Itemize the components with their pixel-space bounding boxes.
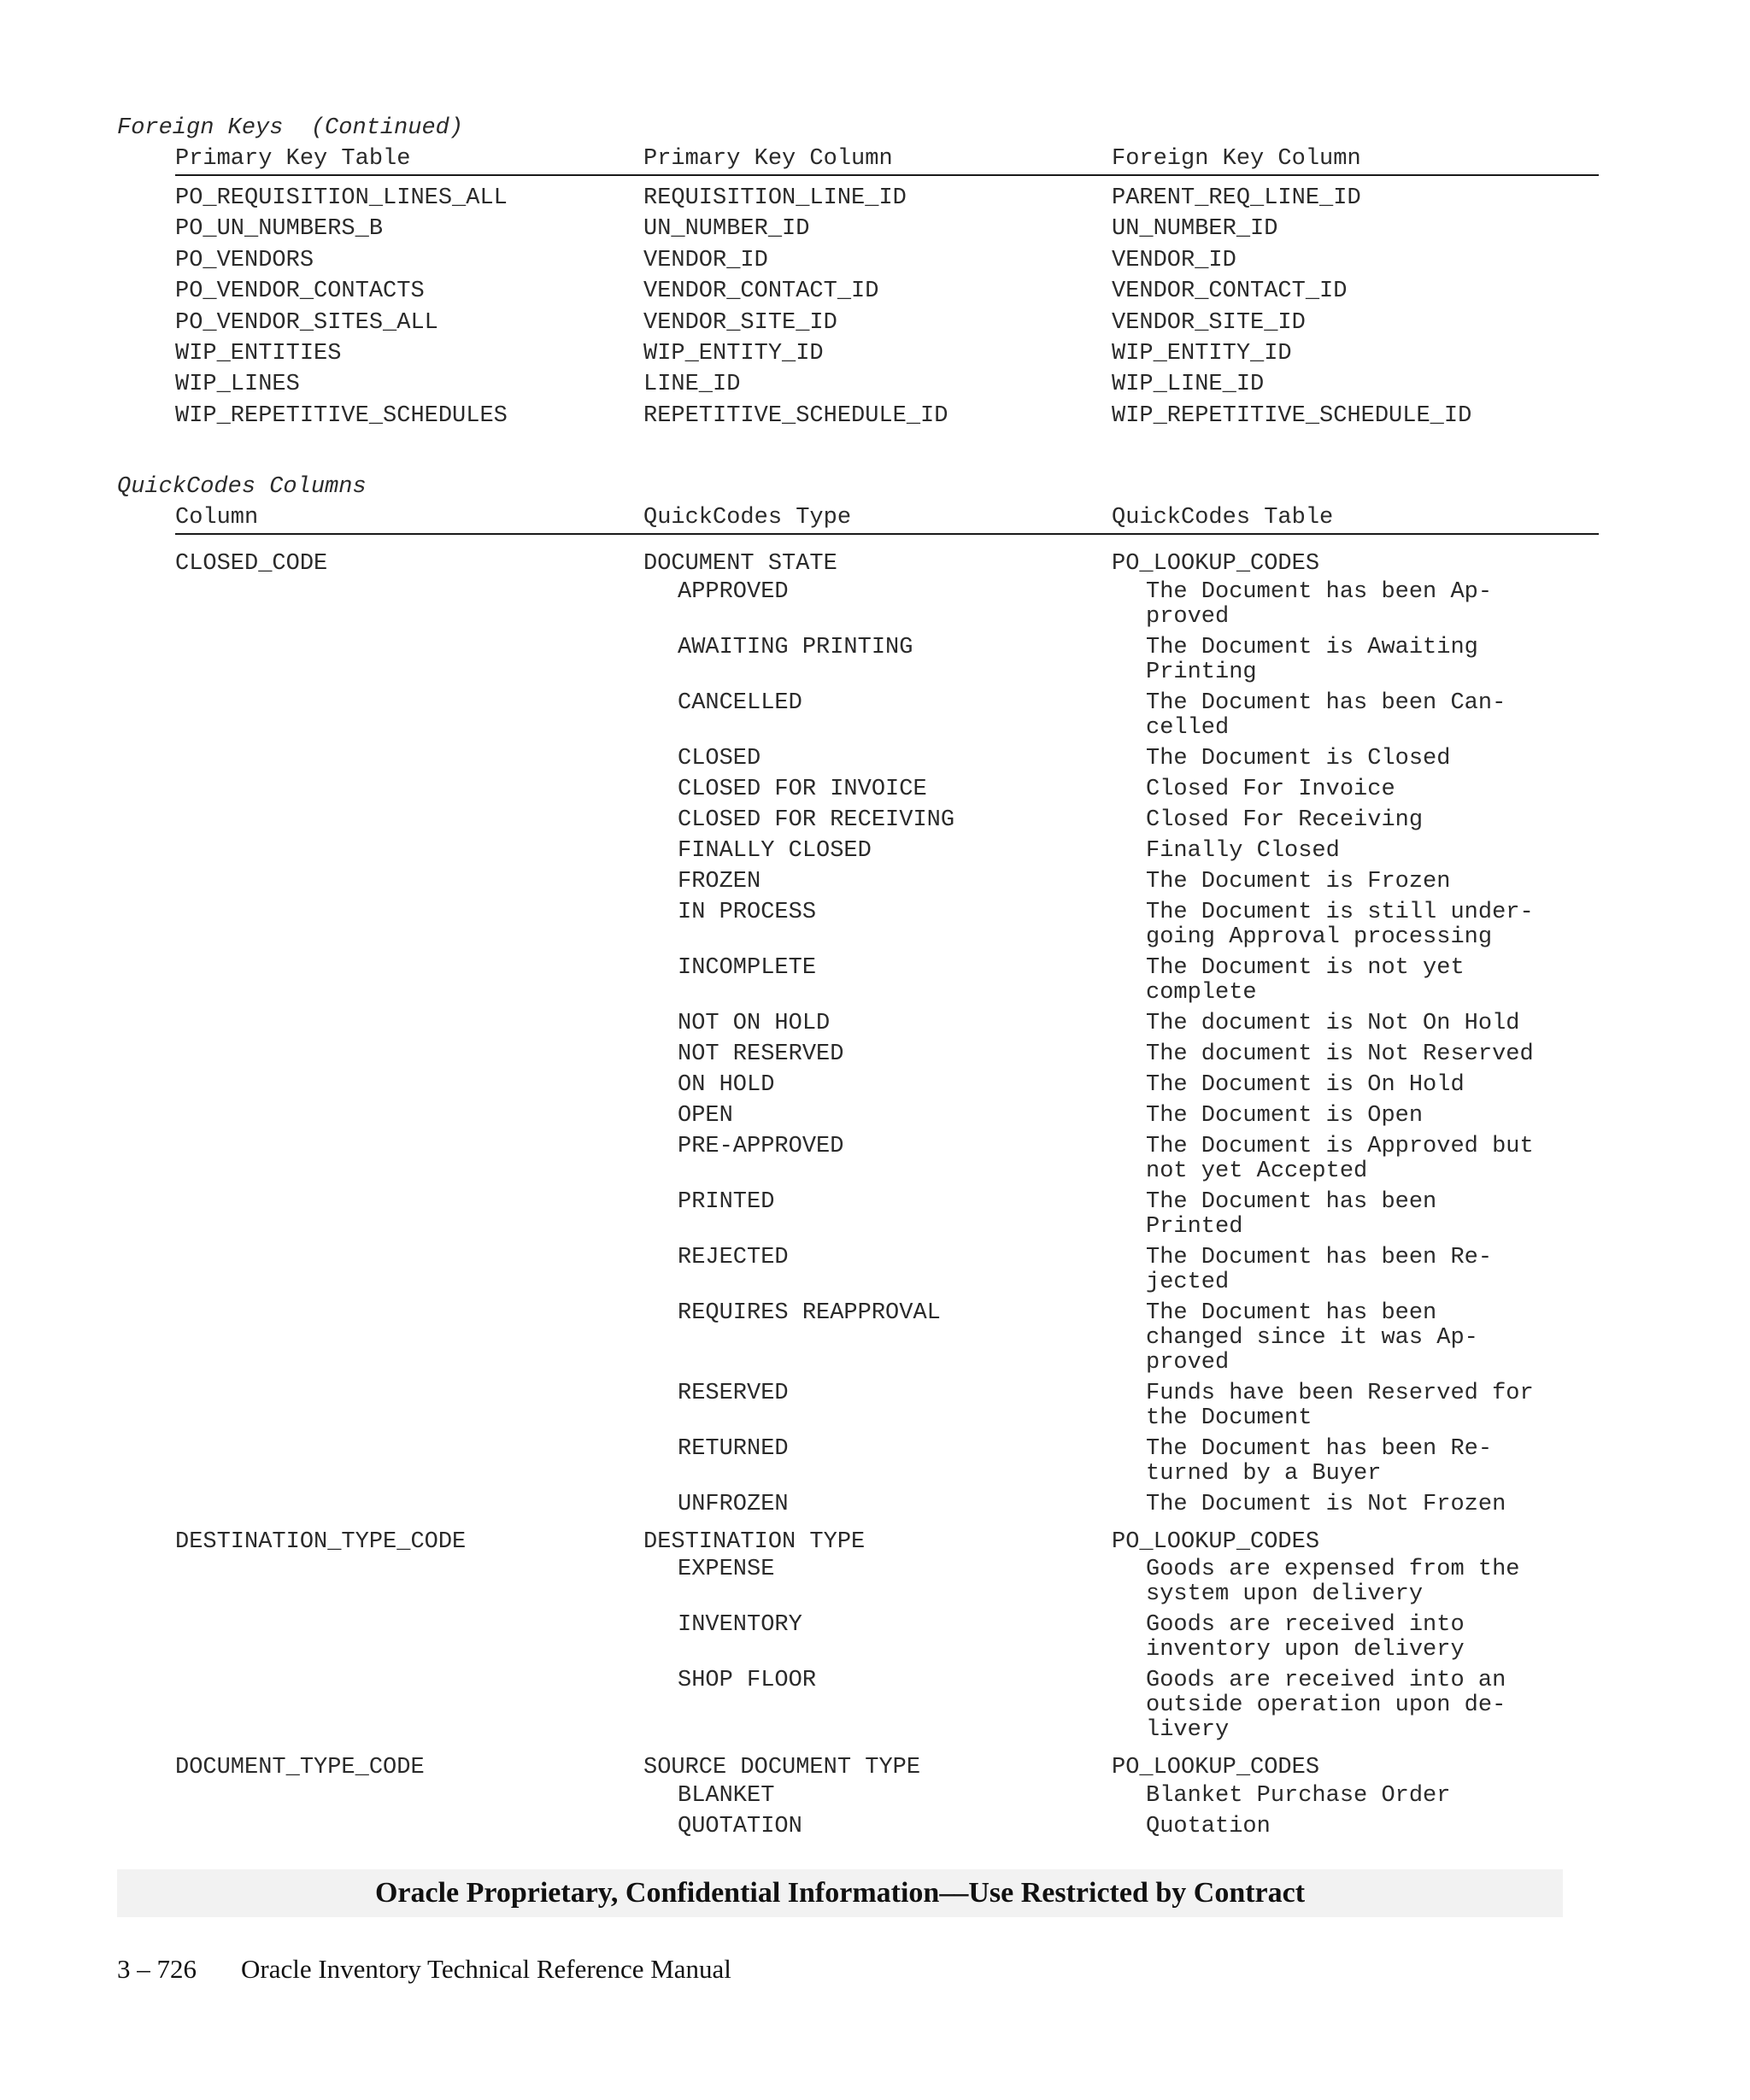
table-cell: UN_NUMBER_ID [1112,216,1278,243]
quickcodes-type: SOURCE DOCUMENT TYPE [643,1755,921,1780]
quickcodes-title: QuickCodes Columns [117,474,367,500]
quickcode-value: INVENTORY [678,1612,802,1638]
table-cell: REPETITIVE_SCHEDULE_ID [643,402,948,429]
quickcode-value: BLANKET [678,1782,775,1809]
table-cell: PO_VENDOR_SITES_ALL [175,309,438,336]
quickcode-meaning: The Document is Not Frozen [1146,1491,1506,1517]
page-footer [117,1954,731,1985]
quickcode-value: NOT ON HOLD [678,1010,831,1036]
quickcode-value: FROZEN [678,868,761,895]
table-row [175,276,1599,307]
table-row [175,369,1599,400]
quickcode-value: INCOMPLETE [678,954,817,981]
quickcode-meaning: The Document has been changed since it was Ap- proved [1146,1299,1478,1376]
table-cell: WIP_REPETITIVE_SCHEDULES [175,402,508,429]
quickcode-meaning: Closed For Receiving [1146,807,1424,833]
quickcode-value: PRINTED [678,1188,775,1215]
quickcode-value: FINALLY CLOSED [678,837,872,864]
quickcode-meaning: The Document is On Hold [1146,1071,1465,1098]
header-quickcodes-table: QuickCodes Table [1112,505,1334,531]
table-cell: PO_REQUISITION_LINES_ALL [175,185,508,211]
quickcodes-column: DESTINATION_TYPE_CODE [175,1528,467,1555]
quickcodes-group [175,1752,1599,1783]
table-cell: WIP_ENTITIES [175,341,342,367]
quickcode-value: APPROVED [678,578,789,605]
quickcodes-header [175,502,1599,535]
header-primary-key-column: Primary Key Column [643,146,893,172]
table-cell: WIP_LINE_ID [1112,372,1265,398]
header-primary-key-table: Primary Key Table [175,146,411,172]
table-cell: PO_VENDORS [175,247,314,273]
quickcode-meaning: The Document has been Re- jected [1146,1244,1493,1295]
quickcode-value: EXPENSE [678,1557,775,1582]
quickcode-meaning: Finally Closed [1146,837,1340,864]
quickcode-value: CLOSED [678,745,761,771]
foreign-keys-title: Foreign Keys (Continued) [117,115,464,141]
quickcodes-type: DOCUMENT STATE [643,551,837,577]
table-cell: WIP_ENTITY_ID [1112,341,1292,367]
table-cell: WIP_ENTITY_ID [643,341,824,367]
quickcode-meaning: Goods are expensed from the system upon delivery [1146,1557,1520,1607]
quickcode-meaning: The Document has been Printed [1146,1188,1437,1240]
quickcode-meaning: The Document is Frozen [1146,868,1451,895]
table-cell: VENDOR_ID [643,247,768,273]
quickcode-meaning: The Document is Awaiting Printing [1146,634,1478,685]
quickcode-meaning: Goods are received into an outside operation upon de- livery [1146,1668,1506,1743]
header-foreign-key-column: Foreign Key Column [1112,146,1361,172]
quickcode-meaning: The document is Not On Hold [1146,1010,1520,1036]
table-cell: PO_UN_NUMBERS_B [175,216,384,243]
foreign-keys-header [175,144,1599,176]
quickcode-meaning: Goods are received into inventory upon delivery [1146,1612,1465,1663]
quickcode-value: OPEN [678,1102,733,1129]
quickcode-value: RETURNED [678,1435,789,1462]
quickcode-value: QUOTATION [678,1813,802,1839]
quickcode-value: NOT RESERVED [678,1041,844,1067]
quickcode-value: CLOSED FOR INVOICE [678,776,927,802]
quickcode-value: IN PROCESS [678,899,817,925]
quickcodes-column: DOCUMENT_TYPE_CODE [175,1755,425,1780]
quickcode-meaning: The Document is not yet complete [1146,954,1465,1006]
table-row [175,401,1599,431]
quickcodes-column: CLOSED_CODE [175,551,328,577]
quickcode-value: CLOSED FOR RECEIVING [678,807,955,833]
quickcodes-table: PO_LOOKUP_CODES [1112,1528,1320,1555]
quickcode-value: UNFROZEN [678,1491,789,1517]
quickcode-value: CANCELLED [678,689,802,716]
header-column: Column [175,505,259,531]
quickcode-meaning: Funds have been Reserved for the Document [1146,1380,1534,1431]
quickcodes-group [175,548,1599,579]
table-row [175,245,1599,276]
table-cell: WIP_REPETITIVE_SCHEDULE_ID [1112,402,1472,429]
quickcode-value: PRE-APPROVED [678,1133,844,1159]
quickcodes-group [175,1527,1599,1557]
quickcode-meaning: The Document is Closed [1146,745,1451,771]
table-cell: REQUISITION_LINE_ID [643,185,907,211]
quickcode-meaning: The Document is Approved but not yet Accepted [1146,1133,1534,1184]
quickcode-meaning: The Document has been Re- turned by a Buyer [1146,1435,1493,1487]
quickcodes-type: DESTINATION TYPE [643,1528,866,1555]
quickcode-meaning: The Document is Open [1146,1102,1424,1129]
manual-title: Oracle Inventory Technical Reference Manual [241,1954,731,1984]
quickcode-value: ON HOLD [678,1071,775,1098]
table-cell: UN_NUMBER_ID [643,216,810,243]
quickcodes-table: PO_LOOKUP_CODES [1112,551,1320,577]
quickcode-meaning: Quotation [1146,1813,1271,1839]
table-cell: VENDOR_SITE_ID [643,309,837,336]
table-cell: PARENT_REQ_LINE_ID [1112,185,1361,211]
quickcode-meaning: The Document has been Ap- proved [1146,578,1493,630]
quickcode-meaning: Blanket Purchase Order [1146,1782,1451,1809]
confidential-banner: Oracle Proprietary, Confidential Information––Use Restricted by Contract [117,1869,1563,1917]
table-row [175,183,1599,214]
quickcodes-table: PO_LOOKUP_CODES [1112,1755,1320,1780]
table-cell: VENDOR_CONTACT_ID [1112,279,1348,305]
quickcode-value: REJECTED [678,1244,789,1270]
table-cell: VENDOR_ID [1112,247,1236,273]
table-cell: VENDOR_CONTACT_ID [643,279,879,305]
table-row [175,338,1599,369]
quickcode-meaning: Closed For Invoice [1146,776,1395,802]
quickcode-meaning: The Document is still under- going Approval processing [1146,899,1534,950]
quickcode-meaning: The document is Not Reserved [1146,1041,1534,1067]
quickcode-value: REQUIRES REAPPROVAL [678,1299,941,1326]
table-cell: VENDOR_SITE_ID [1112,309,1306,336]
quickcode-value: SHOP FLOOR [678,1668,817,1693]
table-row [175,308,1599,338]
table-cell: LINE_ID [643,372,741,398]
quickcode-meaning: The Document has been Can- celled [1146,689,1506,741]
quickcode-value: RESERVED [678,1380,789,1406]
header-quickcodes-type: QuickCodes Type [643,505,852,531]
table-row [175,214,1599,244]
quickcode-value: AWAITING PRINTING [678,634,913,660]
page-number: 3 – 726 [117,1954,197,1984]
table-cell: PO_VENDOR_CONTACTS [175,279,425,305]
table-cell: WIP_LINES [175,372,300,398]
